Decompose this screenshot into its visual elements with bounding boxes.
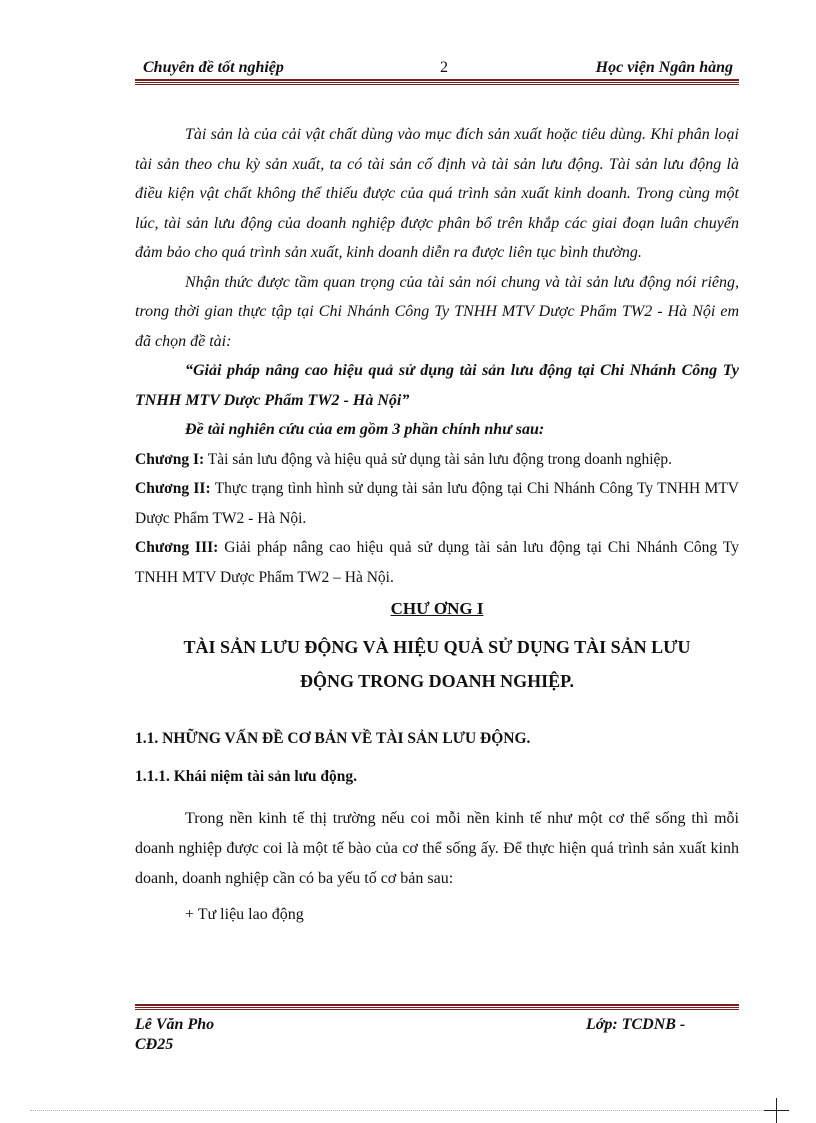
page-header bbox=[135, 57, 739, 79]
footer-author: Lê Văn Pho bbox=[135, 1016, 215, 1033]
chapter-list-label: Chương I: bbox=[135, 450, 205, 468]
page-number: 2 bbox=[440, 59, 448, 76]
header-institution: Học viện Ngân hàng bbox=[595, 59, 733, 76]
header-document-type: Chuyên đề tốt nghiệp bbox=[143, 59, 284, 76]
structure-intro: Đề tài nghiên cứu của em gồm 3 phần chính như sau: bbox=[185, 421, 545, 438]
intro-paragraph-1: Tài sản là của cải vật chất dùng vào mục đích sản xuất hoặc tiêu dùng. Khi phân loại tài sản theo chu kỳ sản xuất, ta có tài sản cố định và tài sản lưu động. Tài sản lưu động là điều kiện vật chất không thể thiếu được của quá trình sản xuất kinh doanh. Trong cùng một lúc, tài sản lưu động của doanh nghiệp được phân bổ trên khắp các giai đoạn luân chuyển đảm bảo cho quá trình sản xuất, kinh doanh diễn ra được liên tục bình thường. bbox=[135, 126, 739, 261]
body-paragraph: Trong nền kinh tế thị trường nếu coi mỗi nền kinh tế như một cơ thể sống thì mỗi doanh nghiệp được coi là một tế bào của cơ thể sống ấy. Để thực hiện quá trình sản xuất kinh doanh, doanh nghiệp cần có ba yếu tố cơ bản sau: bbox=[135, 810, 739, 887]
page-corner-mark-horizontal bbox=[764, 1110, 789, 1111]
footer-rule bbox=[135, 1004, 739, 1010]
header-rule bbox=[135, 79, 739, 85]
chapter-title-line-2: ĐỘNG TRONG DOANH NGHIỆP. bbox=[299, 671, 575, 691]
chapter-label: CHƯ ƠNG I bbox=[390, 599, 484, 618]
page-body bbox=[135, 120, 739, 930]
chapter-list-text: Thực trạng tình hình sử dụng tài sản lưu động tại Chi Nhánh Công Ty TNHH MTV Dược Phẩm TW2 - Hà Nội. bbox=[135, 480, 739, 527]
thesis-topic: “Giải pháp nâng cao hiệu quả sử dụng tài sản lưu động tại Chi Nhánh Công Ty TNHH MTV Dược Phẩm TW2 - Hà Nội” bbox=[135, 362, 739, 409]
chapter-list-item-3 bbox=[135, 533, 739, 592]
chapter-list-item-2 bbox=[135, 474, 739, 533]
chapter-list-item-1 bbox=[135, 445, 739, 475]
chapter-list-label: Chương II: bbox=[135, 480, 211, 497]
page-bottom-dotted-line bbox=[30, 1110, 786, 1111]
chapter-list-label: Chương III: bbox=[135, 539, 219, 556]
chapter-title-line-1: TÀI SẢN LƯU ĐỘNG VÀ HIỆU QUẢ SỬ DỤNG TÀI SẢN LƯU bbox=[183, 637, 691, 657]
section-heading-1-1: 1.1. NHỮNG VẤN ĐỀ CƠ BẢN VỀ TÀI SẢN LƯU ĐỘNG. bbox=[135, 730, 531, 747]
chapter-list-text: Giải pháp nâng cao hiệu quả sử dụng tài sản lưu động tại Chi Nhánh Công Ty TNHH MTV Dược Phẩm TW2 – Hà Nội. bbox=[135, 539, 739, 586]
bullet-item: + Tư liệu lao động bbox=[185, 906, 304, 923]
section-heading-1-1-1: 1.1.1. Khái niệm tài sản lưu động. bbox=[135, 768, 358, 785]
chapter-list-text: Tài sản lưu động và hiệu quả sử dụng tài sản lưu động trong doanh nghiệp. bbox=[207, 450, 673, 468]
footer-cohort: CĐ25 bbox=[135, 1036, 174, 1053]
footer-class: Lớp: TCDNB - bbox=[586, 1016, 686, 1033]
footer-author-block bbox=[135, 1015, 214, 1055]
intro-paragraph-2: Nhận thức được tầm quan trọng của tài sản nói chung và tài sản lưu động nói riêng, trong thời gian thực tập tại Chi Nhánh Công Ty TNHH MTV Dược Phẩm TW2 - Hà Nội em đã chọn đề tài: bbox=[135, 273, 739, 350]
